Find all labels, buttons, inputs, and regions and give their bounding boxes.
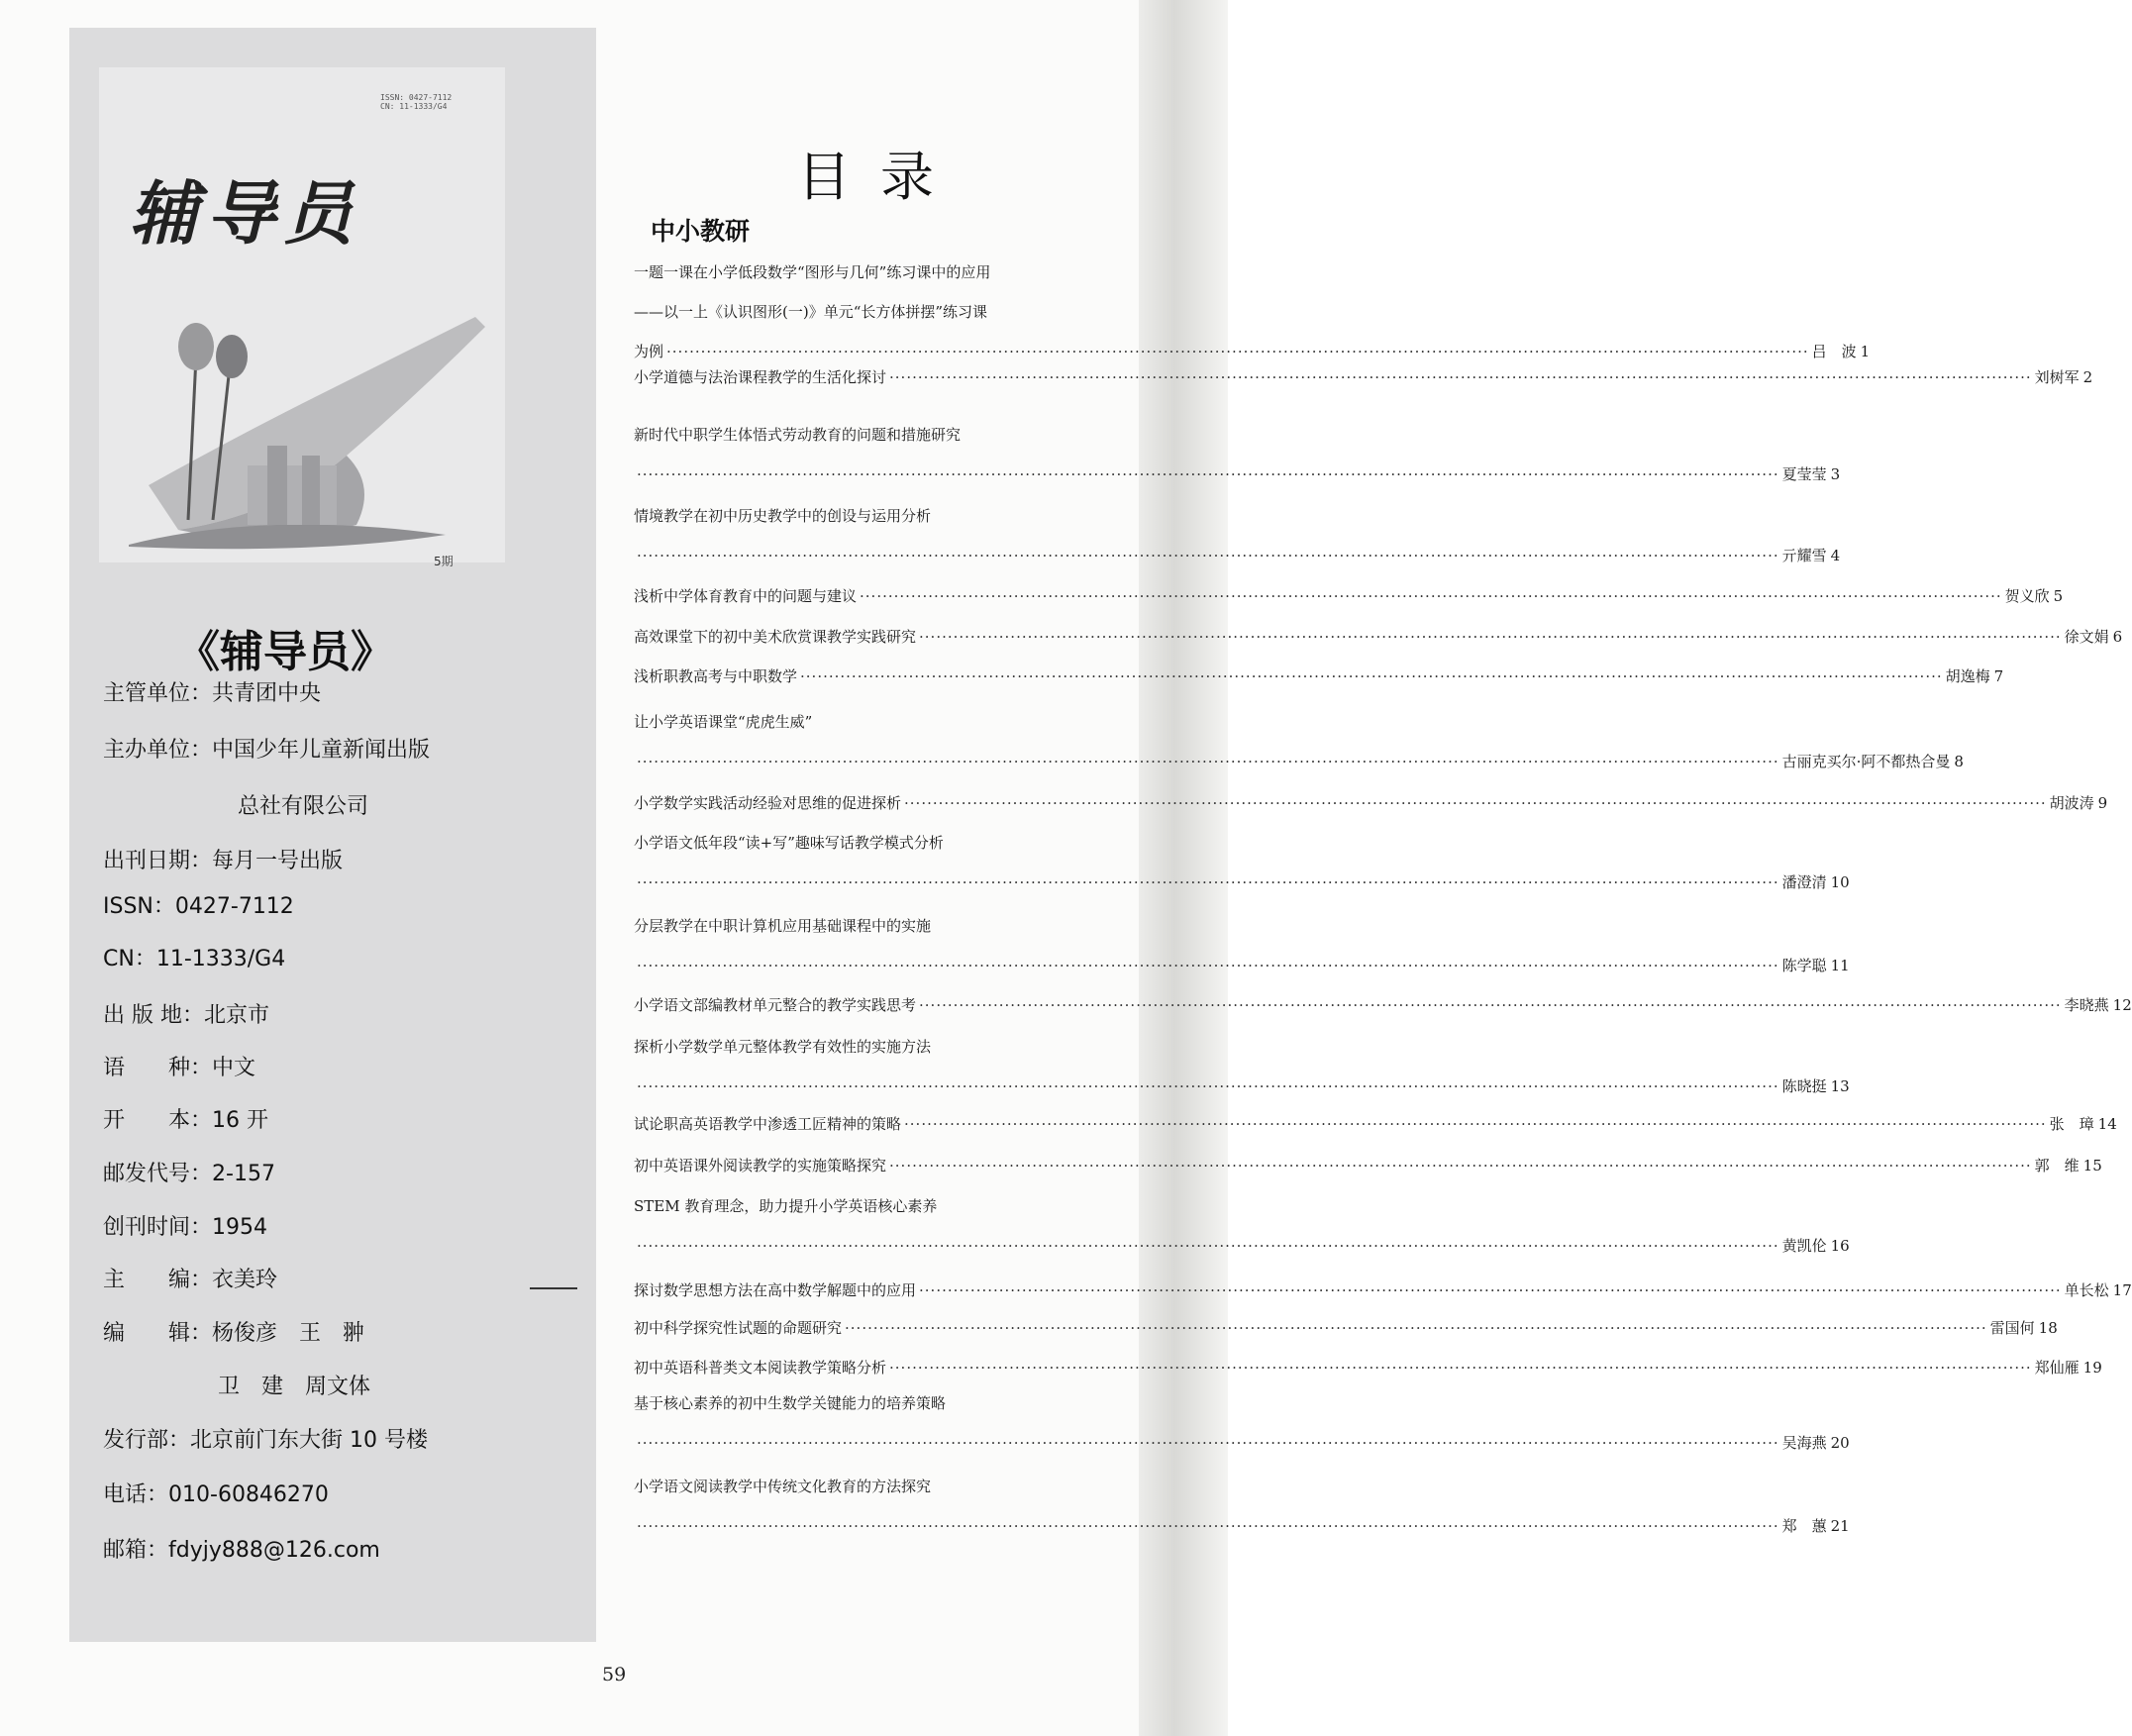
toc-entry-page: 3 [1830,465,1841,483]
masthead-info-value: 11-1333/G4 [155,947,286,971]
toc-entry-author: 贺义欣 [2004,587,2050,605]
masthead-info-value: 2-157 [212,1162,275,1186]
toc-entry-title: ——以一上《认识图形(一)》单元“长方体拼摆”练习课 [634,303,988,321]
leader-dots: ········································································································································································································ [637,873,1779,891]
masthead-info-value: 北京市 [204,1003,270,1028]
toc-entry[interactable] [634,1392,1850,1472]
toc-entry-title: STEM 教育理念，助力提升小学英语核心素养 [634,1197,938,1215]
toc-entry-title: 分层教学在中职计算机应用基础课程中的实施 [634,917,932,935]
toc-entry-title: 新时代中职学生体悟式劳动教育的问题和措施研究 [634,426,962,444]
masthead-info-line [103,1533,380,1564]
toc-entry-title: 小学数学实践活动经验对思维的促进探析 [634,794,902,812]
toc-entry[interactable] [634,1036,1850,1115]
masthead-info-line [103,1210,267,1241]
toc-entry-author: 刘树军 [2034,368,2080,386]
masthead-info-label: 出 版 地： [103,1003,204,1028]
toc-entry-author: 胡逸梅 [1945,667,1990,685]
masthead-info-line [103,1263,277,1293]
toc-entry-author: 胡波涛 [2049,794,2094,812]
masthead-info-label: 主管单位： [103,681,213,706]
toc-entry[interactable] [634,1476,1850,1555]
toc-entry-title: 让小学英语课堂“虎虎生威” [634,713,813,731]
toc-entry-title: 小学道德与法治课程教学的生活化探讨 [634,368,887,386]
toc-entry-page: 5 [2053,587,2064,605]
cover-title: 辅导员 [129,172,360,255]
masthead-info-label: 开 本： [103,1108,213,1133]
magazine-title: 《辅导员》 [176,627,394,677]
toc-entry-page: 20 [1830,1434,1850,1452]
masthead-info-line [103,998,269,1029]
masthead-info-label: 主办单位： [103,738,213,763]
toc-entry[interactable] [634,626,2123,665]
toc-entry-page: 12 [2112,996,2132,1014]
masthead-info-label: 创刊时间： [103,1215,213,1240]
toc-entry-title: 小学语文部编教材单元整合的教学实践思考 [634,996,917,1014]
toc-section-heading: 中小教研 [651,217,751,246]
toc-entry-author: 郑 蕙 [1781,1517,1827,1535]
masthead-info-value: 中文 [212,1056,256,1080]
divider [530,1287,577,1289]
masthead-info-value: 16 开 [212,1108,269,1133]
masthead-info-value: 1954 [212,1215,268,1240]
masthead-info-line [103,733,430,764]
toc-entry[interactable] [634,1155,2102,1194]
toc-entry[interactable] [634,915,1850,994]
masthead-info-line [103,676,321,707]
toc-title: 目录 [797,146,964,208]
toc-entry-title: 初中英语科普类文本阅读教学策略分析 [634,1359,887,1377]
masthead-info-value: 每月一号出版 [212,849,344,873]
leader-dots: ········································································································································································································ [637,465,1779,483]
leader-dots: ········································································································································································································ [800,667,1943,685]
masthead-info-label: 电话： [103,1482,169,1507]
toc-entry[interactable] [634,1317,2058,1357]
masthead-info-line [103,1316,364,1347]
toc-entry[interactable] [634,665,2004,705]
masthead-info-label: ISSN： [103,894,175,919]
cover-cn: CN: 11-1333/G4 [380,102,448,111]
toc-entry-title: 浅析中学体育教育中的问题与建议 [634,587,858,605]
toc-entry-title: 小学语文低年段“读+写”趣味写话教学模式分析 [634,834,944,852]
masthead-info-label: CN： [103,947,156,971]
masthead-info-label: 语 种： [103,1056,213,1080]
toc-entry-page: 8 [1954,753,1964,770]
toc-entry[interactable] [634,832,1850,911]
masthead-info-line [103,1478,329,1508]
toc-entry-page: 1 [1860,343,1871,360]
toc-entry-author: 郭 维 [2034,1157,2080,1174]
leader-dots: ········································································································································································································ [637,1237,1779,1255]
toc-entry-author: 夏莹莹 [1781,465,1827,483]
toc-entry-author: 张 璋 [2049,1115,2094,1133]
toc-entry[interactable] [634,424,1841,503]
leader-dots: ········································································································································································································ [637,547,1779,564]
toc-entry-author: 潘澄清 [1781,873,1827,891]
toc-entry-title: 试论职高英语教学中渗透工匠精神的策略 [634,1115,902,1133]
toc-entry-page: 19 [2082,1359,2102,1377]
leader-dots: ········································································································································································································ [637,1434,1779,1452]
masthead-info-value: 中国少年儿童新闻出版 [212,738,431,763]
toc-entry[interactable] [634,792,2108,832]
leader-dots: ········································································································································································································ [637,1077,1779,1095]
toc-entry-page: 18 [2038,1319,2058,1337]
toc-entry-title: 情境教学在初中历史教学中的创设与运用分析 [634,507,932,525]
toc-entry-title: 探析小学数学单元整体教学有效性的实施方法 [634,1038,932,1056]
toc-entry-author: 陈晓挺 [1781,1077,1827,1095]
toc-entry-title: 初中英语课外阅读教学的实施策略探究 [634,1157,887,1174]
masthead-info-label: 邮发代号： [103,1162,213,1186]
toc-entry-title: 为例 [634,343,664,360]
masthead-info-label: 发行部： [103,1428,191,1453]
toc-entry[interactable] [634,1279,2132,1319]
toc-entry-page: 17 [2112,1281,2132,1299]
toc-entry-author: 雷国何 [1989,1319,2035,1337]
leader-dots: ········································································································································································································ [637,753,1779,770]
toc-entry-page: 13 [1830,1077,1850,1095]
leader-dots: ········································································································································································································ [904,1115,2047,1133]
toc-entry-page: 2 [2082,368,2093,386]
toc-entry[interactable] [634,994,2132,1034]
leader-dots: ········································································································································································································ [919,1281,2062,1299]
toc-entry-author: 陈学聪 [1781,957,1827,974]
toc-entry-author: 单长松 [2064,1281,2109,1299]
toc-entry-page: 9 [2097,794,2108,812]
masthead-info-value: fdyjy888@126.com [168,1538,380,1563]
toc-entry-page: 10 [1830,873,1850,891]
masthead-info-line [103,844,343,874]
masthead-info-line [238,789,368,820]
masthead-info-line [218,1370,370,1400]
toc-entry-title: 探讨数学思想方法在高中数学解题中的应用 [634,1281,917,1299]
masthead-info-label: 出刊日期： [103,849,213,873]
leader-dots: ········································································································································································································ [889,368,2032,386]
toc-entry[interactable] [634,505,1841,584]
toc-entry-title: 高效课堂下的初中美术欣赏课教学实践研究 [634,628,917,646]
toc-entry-title: 小学语文阅读教学中传统文化教育的方法探究 [634,1478,932,1495]
masthead-info-line [103,1157,275,1187]
leader-dots: ········································································································································································································ [860,587,2002,605]
toc-entry-author: 亓耀雪 [1781,547,1827,564]
leader-dots: ········································································································································································································ [666,343,1809,360]
masthead-info-label: 主 编： [103,1268,213,1292]
toc-entry-page: 6 [2112,628,2123,646]
toc-entry[interactable] [634,711,1964,790]
masthead-info-value: 0427-7112 [174,894,294,919]
masthead-info-line [103,1051,255,1081]
leader-dots: ········································································································································································································ [919,628,2062,646]
leader-dots: ········································································································································································································ [637,957,1779,974]
toc-entry-author: 吕 波 [1811,343,1857,360]
leader-dots: ········································································································································································································ [919,996,2062,1014]
toc-entry-title: 基于核心素养的初中生数学关键能力的培养策略 [634,1394,947,1412]
toc-entry-page: 7 [1993,667,2004,685]
masthead-info-line [103,1103,268,1134]
toc-entry-author: 李晓燕 [2064,996,2109,1014]
masthead-info-value: 卫 建 周文体 [218,1375,371,1399]
toc-entry-author: 吴海燕 [1781,1434,1827,1452]
toc-entry-page: 11 [1830,957,1850,974]
toc-entry[interactable] [634,585,2064,625]
toc-entry[interactable] [634,1195,1850,1275]
toc-entry-page: 16 [1830,1237,1850,1255]
toc-entry[interactable] [634,366,2093,406]
toc-entry[interactable] [634,1113,2117,1153]
masthead-info-value: 北京前门东大街 10 号楼 [190,1428,428,1453]
masthead-info-line [103,942,285,972]
toc-entry-author: 黄凯伦 [1781,1237,1827,1255]
lotus-illustration [119,287,495,555]
toc-entry-page: 4 [1830,547,1841,564]
toc-entry-author: 徐文娟 [2064,628,2109,646]
leader-dots: ········································································································································································································ [845,1319,1987,1337]
toc-entry-author: 郑仙雁 [2034,1359,2080,1377]
cover-issn-block [380,93,452,111]
toc-entry-title: 浅析职教高考与中职数学 [634,667,798,685]
masthead-info-line [103,1423,428,1454]
toc-entry-title: 初中科学探究性试题的命题研究 [634,1319,843,1337]
leader-dots: ········································································································································································································ [889,1157,2032,1174]
toc-entry[interactable] [634,261,1871,380]
masthead-info-value: 010-60846270 [168,1482,329,1507]
leader-dots: ········································································································································································································ [637,1517,1779,1535]
leader-dots: ········································································································································································································ [904,794,2047,812]
toc-entry-author: 古丽克买尔·阿不都热合曼 [1781,753,1951,770]
masthead-info-value: 共青团中央 [212,681,322,706]
toc-entry[interactable] [634,1357,2102,1396]
cover-issue: 5期 [434,555,454,568]
toc-entry-page: 21 [1830,1517,1850,1535]
masthead-info-value: 衣美玲 [212,1268,278,1292]
cover-issn: ISSN: 0427-7112 [380,93,453,102]
masthead-info-value: 杨俊彦 王 翀 [212,1321,365,1346]
masthead-info-line [103,889,294,920]
toc-entry-page: 15 [2082,1157,2102,1174]
toc-entry-page: 14 [2097,1115,2117,1133]
page-number: 59 [602,1664,627,1685]
masthead-info-value: 总社有限公司 [238,794,369,819]
page-edge [1139,0,1228,1736]
masthead-info-label: 邮箱： [103,1538,169,1563]
leader-dots: ········································································································································································································ [889,1359,2032,1377]
masthead-info-label: 编 辑： [103,1321,213,1346]
toc-entry-title: 一题一课在小学低段数学“图形与几何”练习课中的应用 [634,263,991,281]
